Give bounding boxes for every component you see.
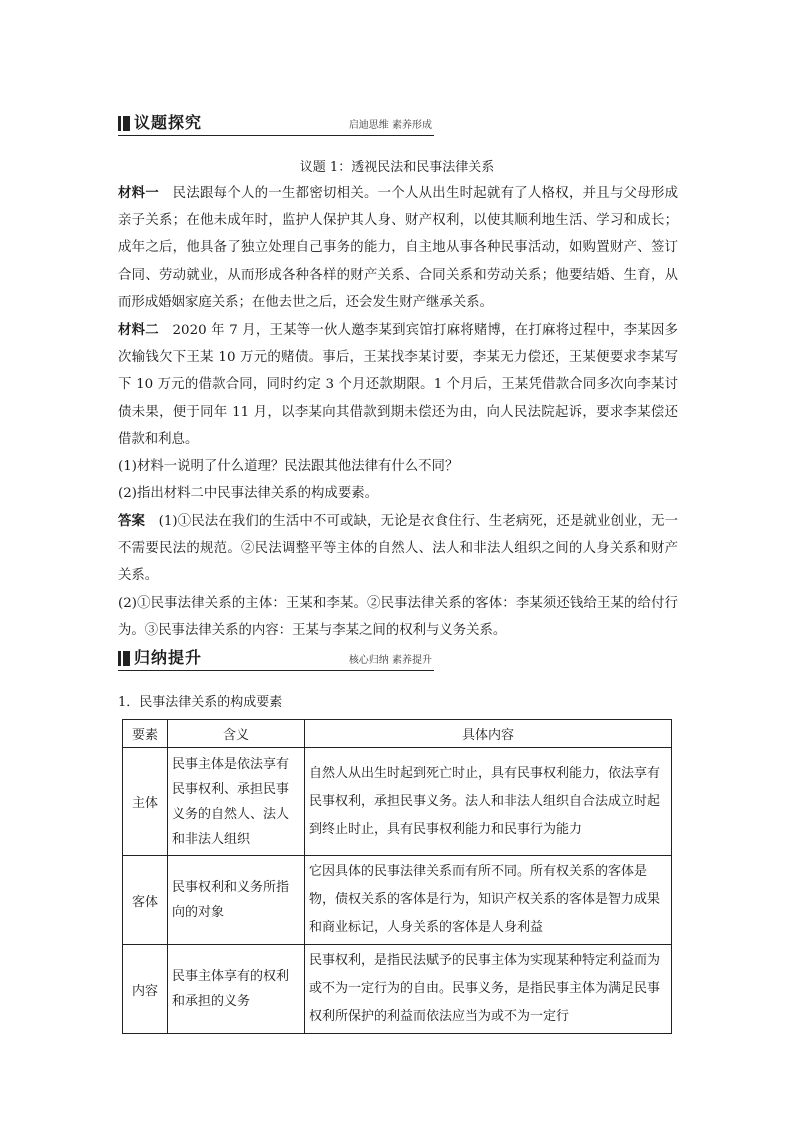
header-element: 要素: [123, 720, 168, 748]
header-meaning: 含义: [168, 720, 305, 748]
material-two-text: 2020 年 7 月，王某等一伙人邀李某到宾馆打麻将赌博，在打麻将过程中，李某因多次输钱欠下王某 10 万元的赌债。事后，王某找李某讨要，李某无力偿还，王某便要求李某写下 10 万元的借款合同，同时约定 3 个月还款期限。1 个月后，王某凭借款合同多次向李某讨债未果，便于同年 11 月，以李某向其借款到期未偿还为由，向人民法院起诉，要求李某偿还借款和利息。: [118, 323, 679, 447]
row-key: 客体: [123, 856, 168, 945]
header-content: 具体内容: [305, 720, 672, 748]
list-title: 1．民事法律关系的构成要素: [118, 695, 283, 710]
row-meaning: 民事主体是依法享有民事权利、承担民事义务的自然人、法人和非法人组织: [168, 748, 305, 856]
row-content: 自然人从出生时起到死亡时止，具有民事权利能力，依法享有民事权利，承担民事义务。法人和非法人组织自合法成立时起到终止时止，具有民事权利能力和民事行为能力: [305, 748, 672, 856]
section-header-inquiry: [118, 113, 434, 136]
section-subtitle: 启迪思维 素养形成: [348, 120, 432, 131]
material-two-label: 材料二: [118, 323, 159, 338]
answer-part-2: (2)①民事法律关系的主体：王某和李某。②民事法律关系的客体：李某须还钱给王某的给付行为。③民事法律关系的内容：王某与李某之间的权利与义务关系。: [118, 596, 678, 639]
topic-title: 议题 1：透视民法和民事法律关系: [299, 160, 495, 175]
question-2: (2)指出材料二中民事法律关系的构成要素。: [118, 486, 378, 501]
section-title: 议题探究: [134, 113, 203, 132]
table-row: [123, 856, 672, 945]
answer-label: 答案: [118, 514, 146, 529]
question-1: (1)材料一说明了什么道理？民法跟其他法律有什么不同？: [118, 459, 459, 474]
table-row: [123, 748, 672, 856]
material-one-text: 民法跟每个人的一生都密切相关。一个人从出生时起就有了人格权，并且与父母形成亲子关系；在他未成年时，监护人保护其人身、财产权利，以使其顺利地生活、学习和成长；成年之后，他具备了独立处理自己事务的能力，自主地从事各种民事活动，如购置财产、签订合同、劳动就业，从而形成各种各样的财产关系、合同关系和劳动关系；他要结婚、生育，从而形成婚姻家庭关系；在他去世之后，还会发生财产继承关系。: [118, 186, 679, 310]
section-header-summary: [118, 648, 434, 671]
material-one-label: 材料一: [118, 186, 159, 201]
row-meaning: 民事权利和义务所指向的对象: [168, 856, 305, 945]
elements-table: [122, 719, 672, 1034]
table-row: [123, 945, 672, 1034]
section-subtitle: 核心归纳 素养提升: [348, 655, 432, 666]
answer-part-1: [118, 508, 678, 590]
table-header-row: [123, 720, 672, 748]
row-content: 民事权利，是指民法赋予的民事主体为实现某种特定利益而为或不为一定行为的自由。民事义务，是指民事主体为满足民事权利所保护的利益而依法应当为或不为一定行: [305, 945, 672, 1034]
section-marker-icon: [118, 651, 130, 666]
section-title: 归纳提升: [134, 648, 203, 667]
row-key: 内容: [123, 945, 168, 1034]
material-two: [118, 317, 678, 453]
material-one: [118, 180, 678, 316]
row-key: 主体: [123, 748, 168, 856]
answer-part-1-text: (1)①民法在我们的生活中不可或缺，无论是衣食住行、生老病死，还是就业创业，无一不需要民法的规范。②民法调整平等主体的自然人、法人和非法人组织之间的人身关系和财产关系。: [118, 514, 679, 584]
row-meaning: 民事主体享有的权利和承担的义务: [168, 945, 305, 1034]
section-marker-icon: [118, 116, 130, 131]
row-content: 它因具体的民事法律关系而有所不同。所有权关系的客体是物，债权关系的客体是行为，知识产权关系的客体是智力成果和商业标记，人身关系的客体是人身利益: [305, 856, 672, 945]
